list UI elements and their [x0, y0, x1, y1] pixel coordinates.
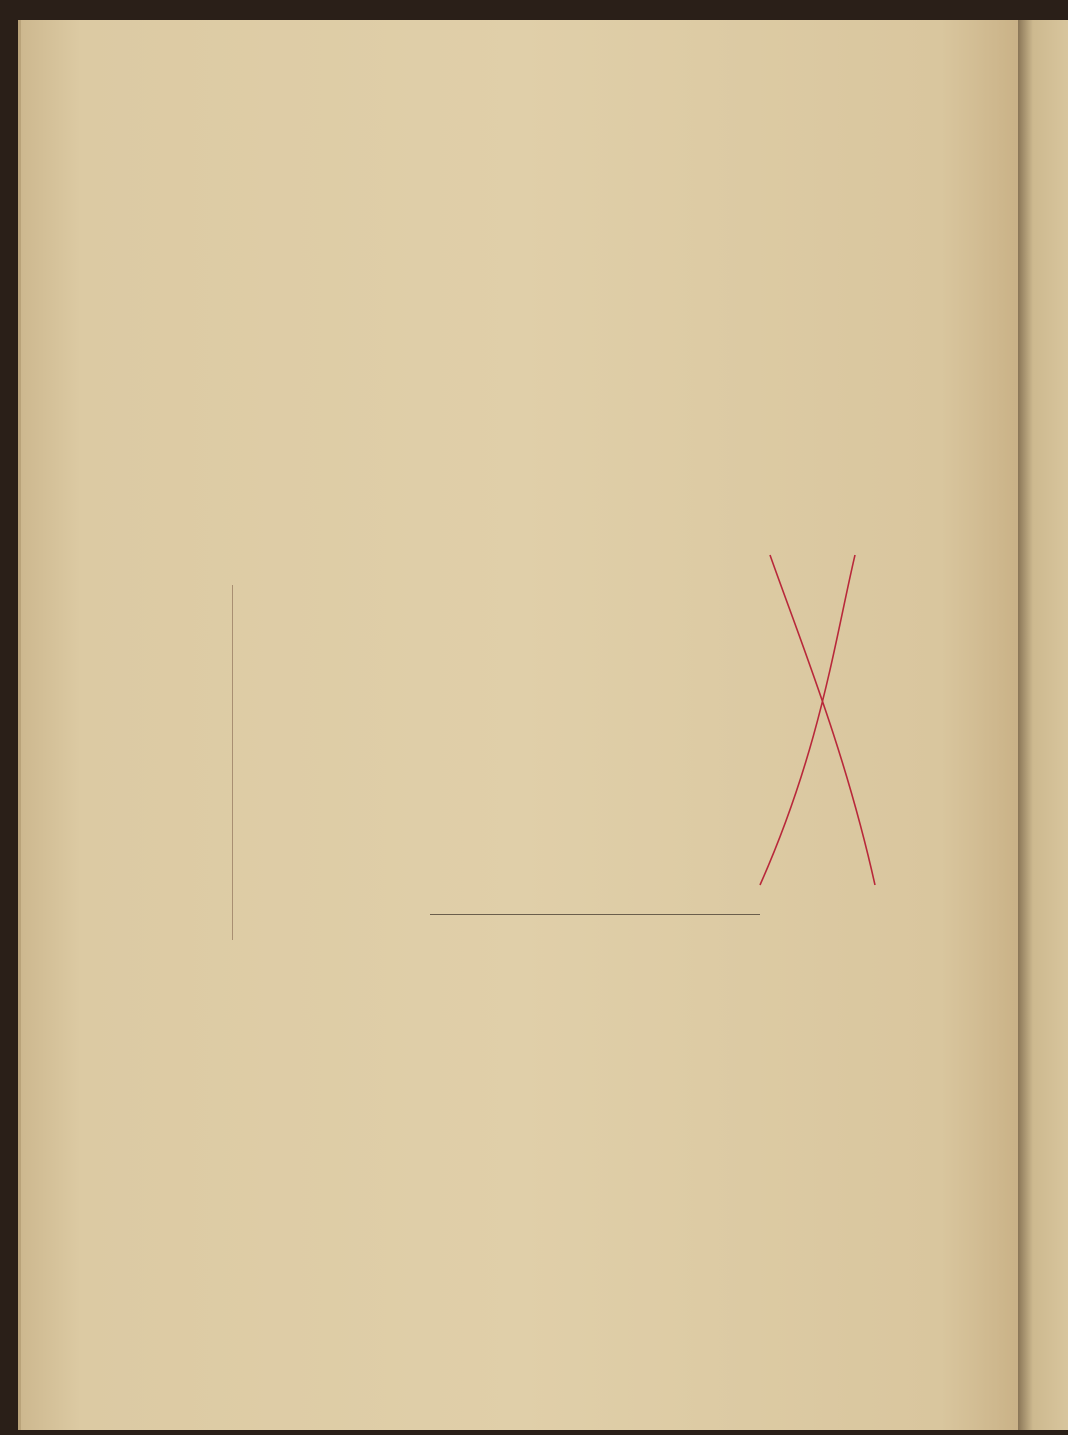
- crossout-mark: [740, 550, 890, 900]
- margin-rule: [232, 585, 233, 940]
- next-page-edge: [1018, 20, 1068, 1430]
- added-row: [400, 898, 830, 928]
